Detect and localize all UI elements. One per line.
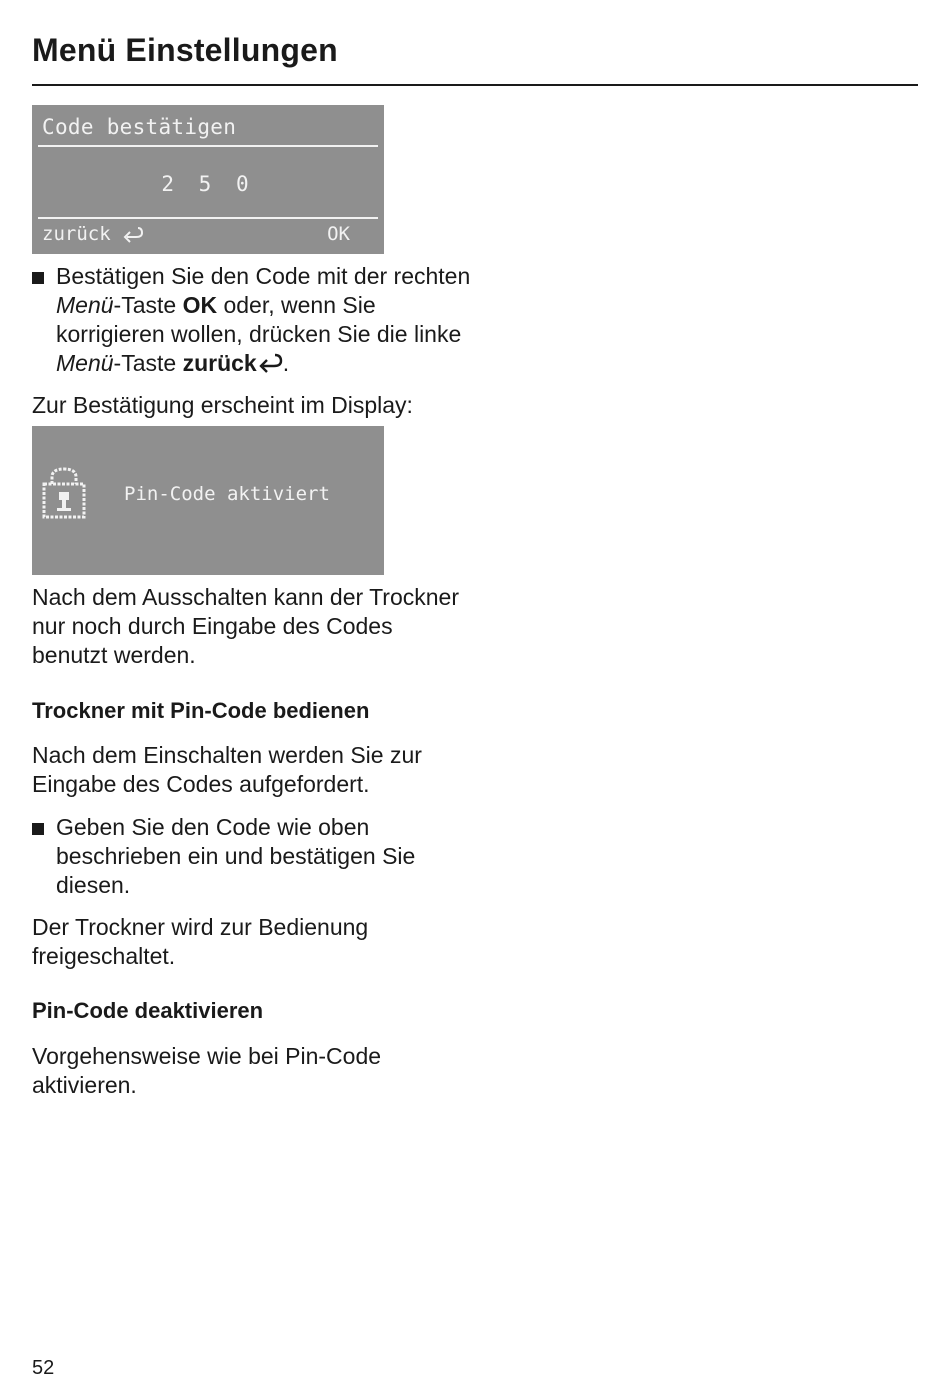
heading-use-with-pin: Trockner mit Pin-Code bedienen — [32, 698, 370, 723]
display-back-label: zurück — [42, 223, 111, 245]
display-back-softkey — [42, 223, 144, 245]
paragraph-after-switch-off: Nach dem Ausschalten kann der Trockner nur noch durch Eingabe des Codes benutzt werden. — [32, 584, 460, 668]
bullet-square — [32, 272, 44, 284]
back-arrow-icon — [257, 352, 283, 374]
instruction-text: Geben Sie den Code wie oben beschrieben ein und bestätigen Sie diesen. — [56, 814, 416, 898]
display-divider-bottom — [38, 217, 378, 219]
page-number: 52 — [32, 1357, 55, 1379]
paragraph-use-intro: Nach dem Einschalten werden Sie zur Eingabe des Codes aufgefordert. — [32, 742, 422, 797]
display-code-confirm — [32, 105, 384, 254]
display-ok-softkey: OK — [327, 223, 350, 245]
lock-icon — [42, 466, 86, 520]
back-arrow-icon — [122, 225, 144, 243]
display-title: Code bestätigen — [42, 115, 237, 139]
header-divider — [32, 84, 918, 86]
display-pin-activated — [32, 426, 384, 575]
paragraph-deactivate: Vorgehensweise wie bei Pin-Code aktivieren. — [32, 1043, 382, 1098]
paragraph-unlocked: Der Trockner wird zur Bedienung freigeschaltet. — [32, 914, 369, 969]
page-title: Menü Einstellungen — [32, 32, 338, 68]
instruction-enter-code — [32, 813, 472, 900]
bullet-square — [32, 823, 44, 835]
paragraph-confirmation: Zur Bestätigung erscheint im Display: — [32, 392, 413, 418]
instruction-confirm-code — [32, 262, 472, 378]
instruction-text: Bestätigen Sie den Code mit der rechten Menü-Taste OK oder, wenn Sie korrigieren wollen, drücken Sie die linke Menü-Taste zurück . — [56, 263, 471, 376]
heading-deactivate-pin: Pin-Code deaktivieren — [32, 998, 264, 1023]
display-code-value: 2 5 0 — [161, 172, 255, 196]
display-message: Pin-Code aktiviert — [124, 483, 330, 505]
display-divider-top — [38, 145, 378, 147]
